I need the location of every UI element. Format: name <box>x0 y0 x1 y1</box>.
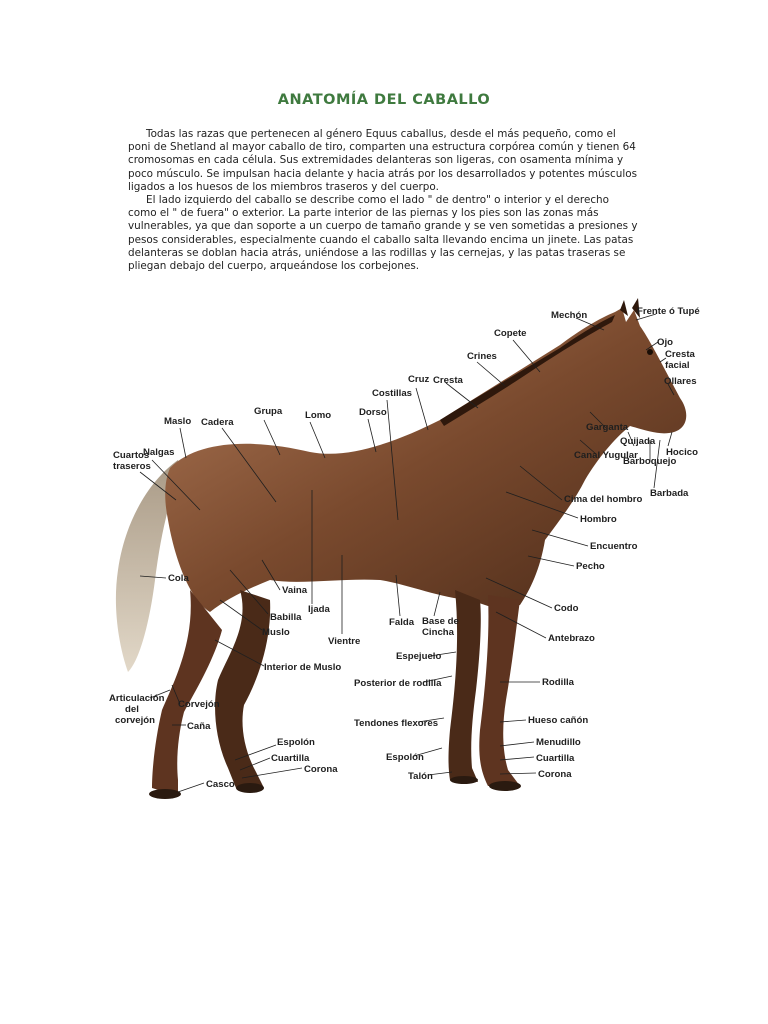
label-corona-rear: Corona <box>304 764 338 775</box>
rear-leg-inner <box>215 590 270 788</box>
label-lomo: Lomo <box>305 410 332 421</box>
label-rodilla: Rodilla <box>542 677 574 688</box>
label-vientre: Vientre <box>328 636 361 647</box>
label-espolon-rear: Espolón <box>277 737 315 748</box>
label-cuartos-1: Cuartos <box>113 450 150 461</box>
label-cuartilla-front: Cuartilla <box>536 753 575 764</box>
label-encuentro: Encuentro <box>590 541 638 552</box>
hoof-rear-inner <box>236 783 264 793</box>
label-menudillo: Menudillo <box>536 737 581 748</box>
label-espejuelo: Espejuelo <box>396 651 442 662</box>
label-cresta-facial-2: facial <box>665 360 690 371</box>
label-grupa: Grupa <box>254 406 283 417</box>
paragraph-2: El lado izquierdo del caballo se describe como el lado " de dentro" o interior y el derecho como el " de fuera" o exterior. La parte interior de las piernas y los pies son las zonas más vulnerables, ya que dan soporte a un cuerpo de tamaño grande y se ven sometidas a presiones y pesos considerables, especialmente cuando el caballo salta llevando encima un jinete. Las patas delanteras se doblan hacia atrás, uniéndose a las rodillas y las cernejas, y las patas traseras se pliegan debajo del cuerpo, arqueándose los corbejones. <box>128 194 638 273</box>
label-posterior-rodilla: Posterior de rodilla <box>354 678 442 689</box>
hoof-front-inner <box>450 776 478 784</box>
paragraph-1: Todas las razas que pertenecen al género Equus caballus, desde el más pequeño, como el poni de Shetland al mayor caballo de tiro, comparten una estructura corpórea común y tienen 64 cromosomas en cada célula. Sus extremidades delanteras son ligeras, con osamenta mínima y poco músculo. Se impulsan hacia delante y hacia atrás por los desarrollados y potentes músculos ligados a los huesos de los miembros traseros y del cuerpo. <box>128 128 638 193</box>
label-articulacion-3: corvejón <box>115 715 155 726</box>
label-garganta: Garganta <box>586 422 629 433</box>
page-title: ANATOMÍA DEL CABALLO <box>277 92 491 108</box>
label-ijada: Ijada <box>308 604 330 615</box>
label-ollares: Ollares <box>664 376 697 387</box>
label-cresta: Cresta <box>433 375 463 386</box>
label-barbada: Barbada <box>650 488 689 499</box>
label-dorso: Dorso <box>359 407 387 418</box>
label-corona-front: Corona <box>538 769 572 780</box>
label-base-cincha-2: Cincha <box>422 627 454 638</box>
label-cima-hombro: Cima del hombro <box>564 494 643 505</box>
front-leg-outer <box>479 595 520 786</box>
label-cuartos-2: traseros <box>113 461 151 472</box>
label-copete: Copete <box>494 328 527 339</box>
label-canal-yugular: Canal Yugular <box>574 450 638 461</box>
label-cadera: Cadera <box>201 417 234 428</box>
label-falda: Falda <box>389 617 415 628</box>
label-cana: Caña <box>187 721 211 732</box>
label-articulacion-1: Articulación <box>109 693 165 704</box>
label-antebrazo: Antebrazo <box>548 633 595 644</box>
label-maslo: Maslo <box>164 416 192 427</box>
label-costillas: Costillas <box>372 388 412 399</box>
label-babilla: Babilla <box>270 612 302 623</box>
label-vaina: Vaina <box>282 585 308 596</box>
label-hombro: Hombro <box>580 514 617 525</box>
label-tendones: Tendones flexores <box>354 718 439 729</box>
label-muslo: Muslo <box>262 627 290 638</box>
label-base-cincha-1: Base de <box>422 616 459 627</box>
label-casco: Casco <box>206 779 235 790</box>
label-hocico: Hocico <box>666 447 698 458</box>
label-codo: Codo <box>554 603 579 614</box>
label-mechon: Mechón <box>551 310 588 321</box>
label-ojo: Ojo <box>657 337 673 348</box>
hoof-front-outer <box>489 781 521 791</box>
label-cresta-facial-1: Cresta <box>665 349 695 360</box>
label-cuartilla-rear: Cuartilla <box>271 753 310 764</box>
label-espolon-front: Espolón <box>386 752 424 763</box>
label-interior-muslo: Interior de Muslo <box>264 662 342 673</box>
label-cruz: Cruz <box>408 374 430 385</box>
label-hueso-canon: Hueso cañón <box>528 715 589 726</box>
label-talon: Talón <box>408 771 433 782</box>
label-nalgas: Nalgas <box>143 447 175 458</box>
label-corvejon: Corvejón <box>178 699 220 710</box>
label-articulacion-2: del <box>125 704 139 715</box>
label-pecho: Pecho <box>576 561 605 572</box>
eye-shape <box>647 349 653 355</box>
label-quijada: Quijada <box>620 436 656 447</box>
label-crines: Crines <box>467 351 497 362</box>
label-barboquejo: Barboquejo <box>623 456 677 467</box>
label-cola: Cola <box>168 573 189 584</box>
hoof-rear-outer <box>149 789 181 799</box>
label-frente: Frente ó Tupé <box>637 306 700 317</box>
